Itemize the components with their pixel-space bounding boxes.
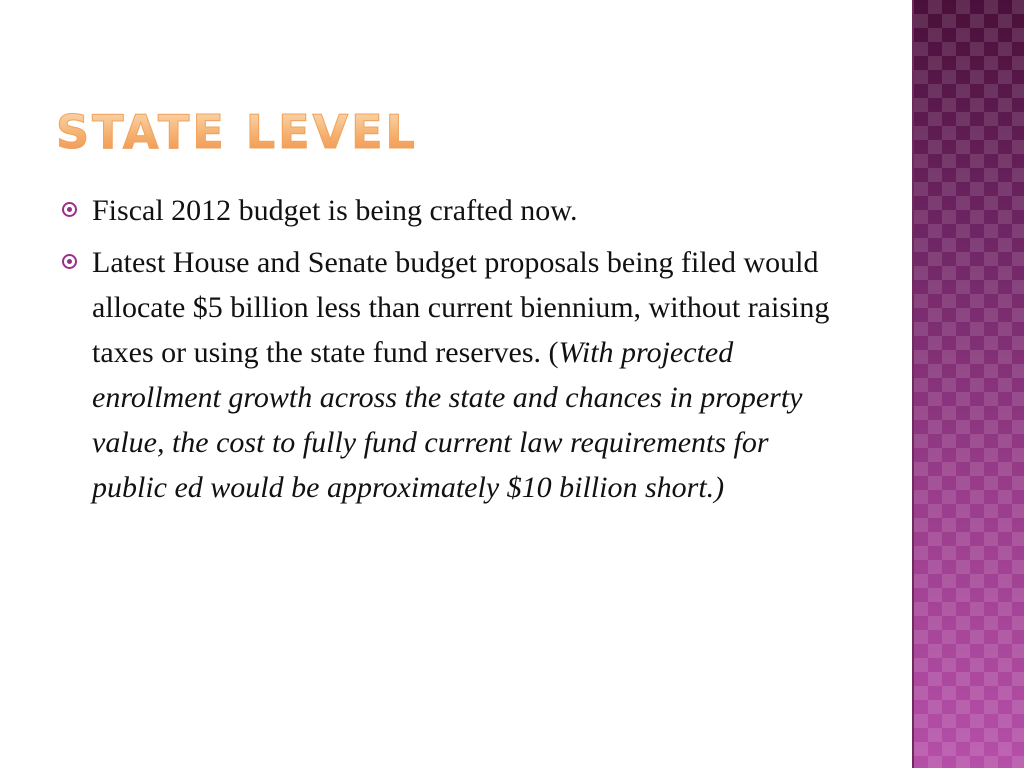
bullet-text-2-italic: With projected enrollment growth across the state and chances in property value, the cost to fully fund current law requirements for public ed would be approximately $10 billion short.): [92, 336, 803, 504]
bullet-text-2: Latest House and Senate budget proposals being filed would allocate $5 billion less than current biennium, without raising taxes or using the state fund reserves. (: [92, 246, 830, 369]
circle-dot-bullet-icon: [62, 202, 77, 217]
slide-title: STATE LEVEL: [56, 105, 418, 159]
bullet-list: [60, 188, 850, 517]
decorative-side-panel: [912, 0, 1024, 768]
bullet-item-2: [60, 240, 850, 510]
bullet-text-1: Fiscal 2012 budget is being crafted now.: [92, 194, 578, 227]
diamond-pattern-icon: [914, 0, 1024, 768]
circle-dot-bullet-icon: [62, 254, 77, 269]
bullet-item-1: [60, 188, 850, 233]
